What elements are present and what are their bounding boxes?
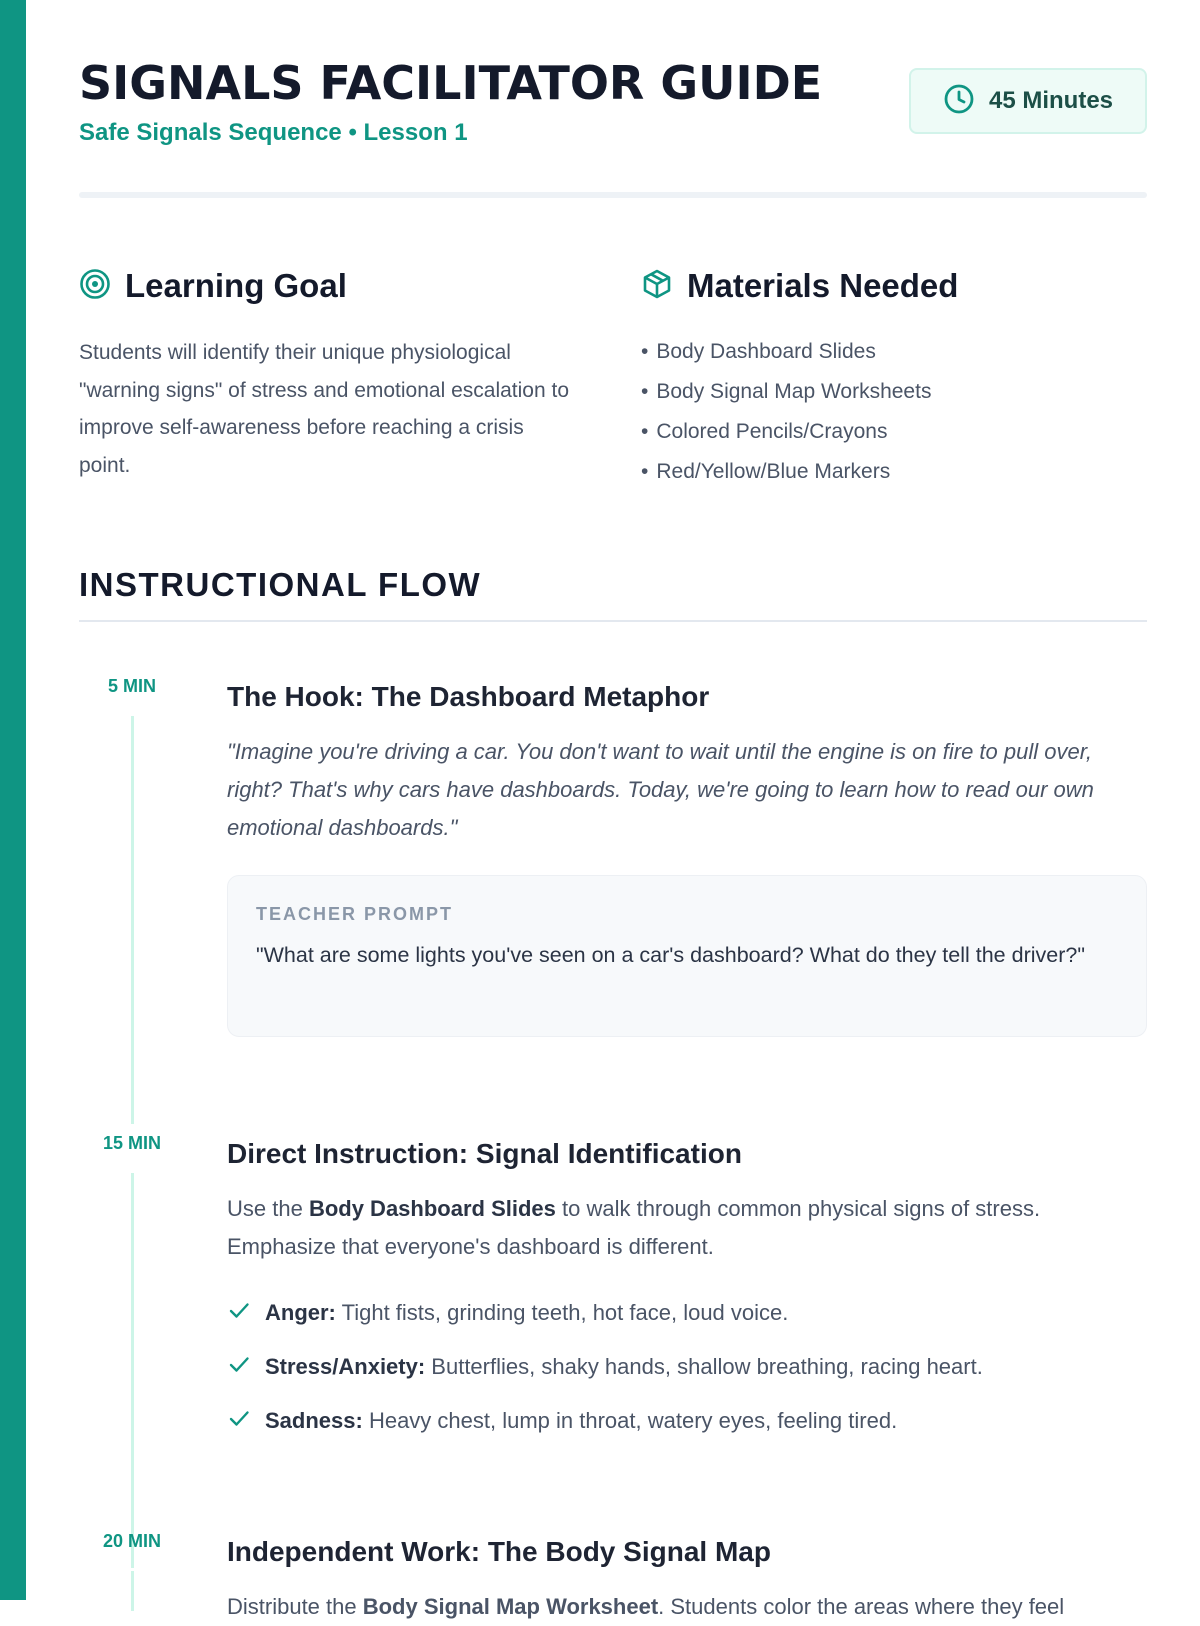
header-divider bbox=[79, 192, 1147, 198]
materials-list bbox=[641, 332, 1147, 492]
intro-section bbox=[79, 262, 1147, 502]
learning-goal-heading bbox=[79, 262, 579, 310]
signal-desc: Butterflies, shaky hands, shallow breathing, racing heart. bbox=[425, 1354, 983, 1379]
desc-text: . Students color the areas where they feel bbox=[658, 1594, 1065, 1619]
step-body bbox=[227, 1536, 1147, 1626]
step-description bbox=[227, 1588, 1147, 1626]
check-icon bbox=[227, 1298, 251, 1328]
signal-desc: Tight fists, grinding teeth, hot face, loud voice. bbox=[335, 1300, 789, 1325]
signal-term: Sadness: bbox=[265, 1408, 363, 1433]
signal-text bbox=[265, 1300, 788, 1326]
materials-item: • Body Signal Map Worksheets bbox=[641, 372, 1147, 412]
accent-bar bbox=[0, 0, 26, 1600]
page-title: SIGNALS FACILITATOR GUIDE bbox=[79, 56, 823, 110]
guide-content bbox=[79, 0, 1147, 1619]
step-body bbox=[227, 681, 1147, 1037]
step-time: 5 MIN bbox=[107, 676, 156, 696]
timeline-line bbox=[131, 1173, 134, 1568]
box-icon bbox=[641, 268, 673, 305]
step-quote: "Imagine you're driving a car. You don't want to wait until the engine is on fire to pull over, right? That's why cars have dashboards. Today, we're going to learn how to read our own emotional dashboards." bbox=[227, 739, 1094, 840]
signal-text bbox=[265, 1354, 983, 1380]
timeline-line bbox=[131, 1571, 134, 1611]
desc-text: to walk through common physical signs of stress. Emphasize that everyone's dashboard is different. bbox=[227, 1196, 1041, 1259]
signal-item bbox=[227, 1394, 1147, 1448]
signal-item bbox=[227, 1340, 1147, 1394]
target-icon bbox=[79, 268, 111, 305]
step-time: 15 MIN bbox=[102, 1133, 162, 1153]
teacher-prompt-box bbox=[227, 875, 1147, 1037]
desc-text: Distribute the bbox=[227, 1594, 363, 1619]
materials-item: • Body Dashboard Slides bbox=[641, 332, 1147, 372]
signal-desc: Heavy chest, lump in throat, watery eyes, feeling tired. bbox=[362, 1408, 898, 1433]
materials-heading bbox=[641, 262, 1147, 310]
signal-term: Stress/Anxiety: bbox=[265, 1354, 426, 1379]
materials-section bbox=[641, 262, 1147, 492]
step-title: Independent Work: The Body Signal Map bbox=[227, 1536, 771, 1567]
step-time: 20 MIN bbox=[102, 1531, 162, 1551]
desc-emphasis: Body Dashboard Slides bbox=[308, 1196, 556, 1221]
materials-item: • Colored Pencils/Crayons bbox=[641, 412, 1147, 452]
page-header bbox=[79, 0, 1147, 200]
signal-term: Anger: bbox=[265, 1300, 336, 1325]
signal-list bbox=[227, 1286, 1147, 1448]
materials-title: Materials Needed bbox=[687, 267, 959, 304]
desc-text: Use the bbox=[227, 1196, 309, 1221]
check-icon bbox=[227, 1406, 251, 1436]
learning-goal-section bbox=[79, 262, 579, 484]
step-description bbox=[227, 1190, 1147, 1266]
step-body bbox=[227, 1138, 1147, 1448]
instructional-flow-heading: INSTRUCTIONAL FLOW bbox=[79, 566, 482, 603]
learning-goal-text: Students will identify their unique physiological "warning signs" of stress and emotional escalation to improve self-awareness before reaching a crisis point. bbox=[79, 341, 570, 477]
flow-divider bbox=[79, 620, 1147, 622]
signal-item bbox=[227, 1286, 1147, 1340]
duration-label: 45 Minutes bbox=[988, 87, 1114, 114]
duration-badge bbox=[909, 68, 1147, 134]
learning-goal-title: Learning Goal bbox=[125, 267, 347, 304]
clock-icon bbox=[943, 83, 975, 120]
check-icon bbox=[227, 1352, 251, 1382]
step-title: Direct Instruction: Signal Identification bbox=[227, 1138, 742, 1169]
signal-text bbox=[265, 1408, 897, 1434]
step-title: The Hook: The Dashboard Metaphor bbox=[227, 681, 710, 712]
materials-item: • Red/Yellow/Blue Markers bbox=[641, 452, 1147, 492]
page-subtitle: Safe Signals Sequence • Lesson 1 bbox=[79, 119, 468, 146]
timeline-line bbox=[131, 716, 134, 1124]
teacher-prompt-label: TEACHER PROMPT bbox=[256, 904, 454, 924]
teacher-prompt-text: "What are some lights you've seen on a car's dashboard? What do they tell the driver?" bbox=[256, 943, 1085, 967]
desc-emphasis: Body Signal Map Worksheet bbox=[362, 1594, 659, 1619]
